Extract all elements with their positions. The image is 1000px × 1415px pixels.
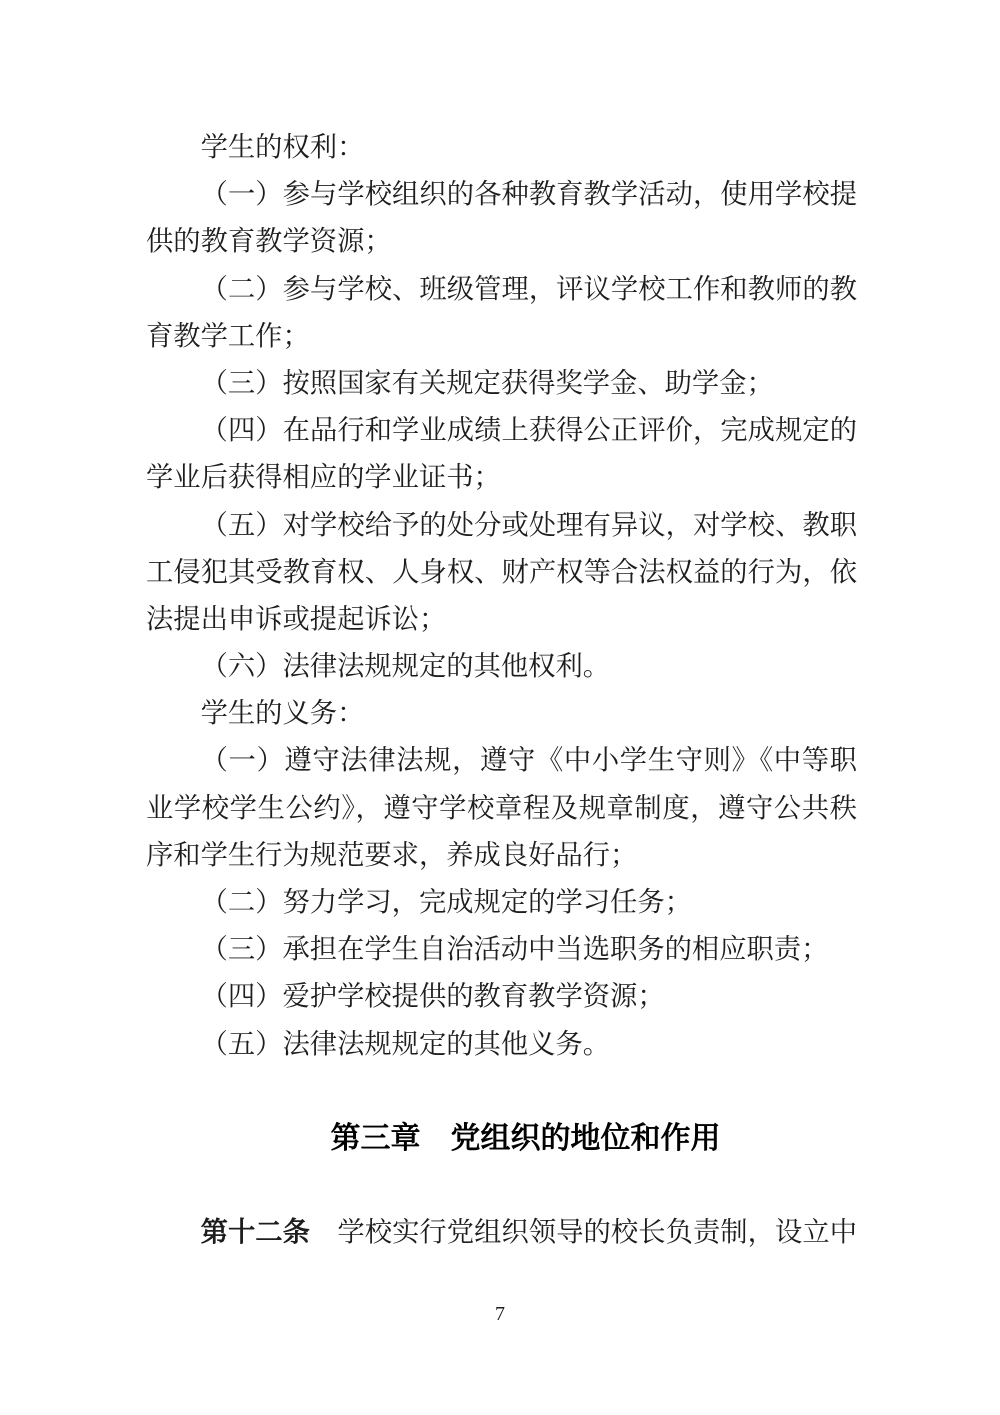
- text-line: （二）参与学校、班级管理，评议学校工作和教师的教: [200, 273, 857, 304]
- chapter-heading: 第三章 党组织的地位和作用: [330, 1121, 721, 1155]
- spacer-line: [146, 1162, 857, 1209]
- article-text: 学校实行党组织领导的校长负责制，设立中: [310, 1217, 858, 1248]
- text-line: 学生的权利：: [200, 132, 365, 162]
- text-line: （三）承担在学生自治活动中当选职务的相应职责；: [200, 934, 829, 965]
- text-line: （一）遵守法律法规，遵守《中小学生守则》《中等职: [200, 745, 857, 776]
- text-line: （五）对学校给予的处分或处理有异议，对学校、教职: [200, 509, 857, 540]
- text-line: （二）努力学习，完成规定的学习任务；: [200, 887, 692, 917]
- text-line: （一）参与学校组织的各种教育教学活动，使用学校提: [200, 179, 857, 210]
- text-line: 序和学生行为规范要求，养成良好品行；: [146, 839, 638, 870]
- text-line: 育教学工作；: [146, 320, 310, 351]
- document-body: [146, 124, 857, 1257]
- text-line: 学业后获得相应的学业证书；: [146, 462, 501, 493]
- article-number: 第十二条: [200, 1217, 311, 1248]
- text-line: 法提出申诉或提起诉讼；: [146, 603, 447, 634]
- text-line: （三）按照国家有关规定获得奖学金、助学金；: [200, 367, 774, 398]
- text-line: （四）在品行和学业成绩上获得公正评价，完成规定的: [200, 415, 857, 446]
- text-line: 工侵犯其受教育权、人身权、财产权等合法权益的行为，依: [146, 556, 857, 587]
- spacer-line: [146, 1068, 857, 1115]
- text-line: （五）法律法规规定的其他义务。: [200, 1028, 611, 1059]
- text-line: 供的教育教学资源；: [146, 226, 392, 257]
- text-line: 学生的义务：: [200, 698, 365, 729]
- text-line: （六）法律法规规定的其他权利。: [200, 651, 611, 682]
- article-line: [146, 1209, 857, 1256]
- page-number: 7: [495, 1303, 505, 1325]
- text-line: 业学校学生公约》，遵守学校章程及规章制度，遵守公共秩: [146, 792, 857, 823]
- text-line: （四）爱护学校提供的教育教学资源；: [200, 981, 665, 1012]
